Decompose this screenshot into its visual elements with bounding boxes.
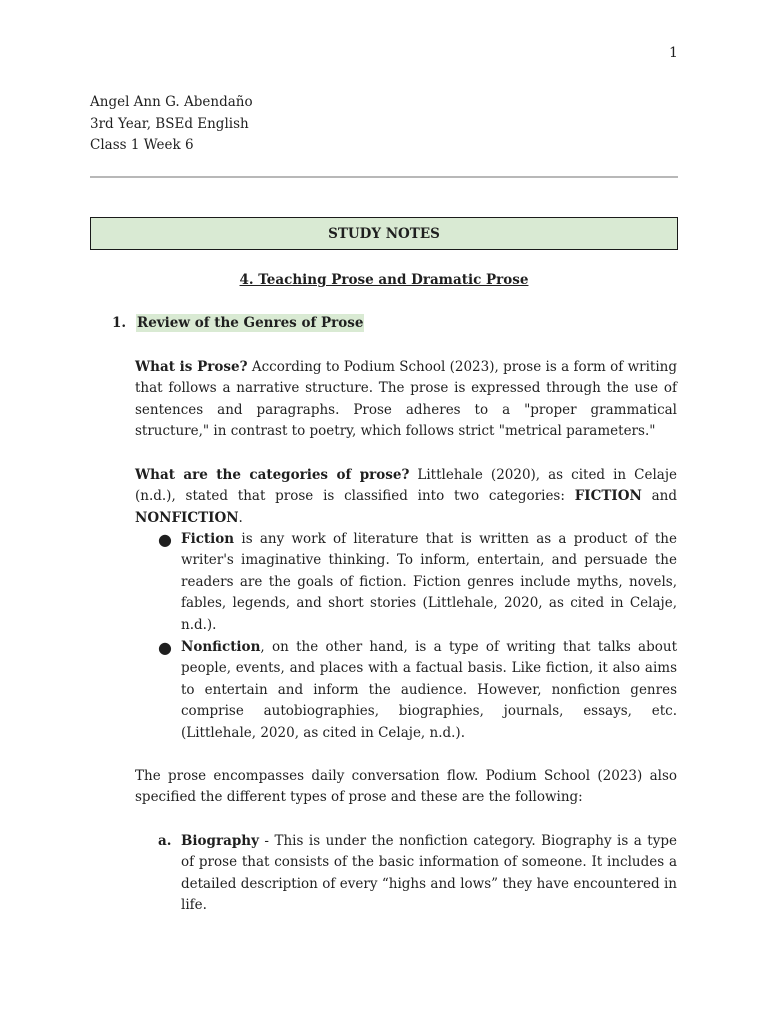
categories-lead: What are the categories of prose? — [135, 467, 410, 483]
study-notes-banner — [90, 217, 678, 250]
author-year-course: 3rd Year, BSEd English — [90, 115, 249, 132]
type-biography-term: Biography — [181, 833, 259, 849]
categories-end: . — [238, 509, 243, 526]
categories-and: and — [641, 488, 677, 505]
bullet-icon: ● — [158, 638, 172, 657]
encompasses-paragraph: The prose encompasses daily conversation flow. Podium School (2023) also specified the different types of prose and these are the following: — [135, 768, 677, 806]
lesson-title: 4. Teaching Prose and Dramatic Prose — [239, 272, 529, 288]
author-block — [90, 92, 253, 157]
category-nonfiction: NONFICTION — [135, 509, 239, 526]
what-is-prose-body: According to Podium School (2023), prose is a form of writing that follows a narrative structure. The prose is expressed through the use of sentences and paragraphs. Prose adheres to a "proper grammatical structure," in contrast to poetry, which follows strict "metrical parameters." — [135, 359, 677, 440]
bullet-icon: ● — [158, 530, 172, 549]
bullet-fiction-term: Fiction — [181, 531, 235, 547]
type-biography — [158, 831, 677, 917]
bullet-nonfiction — [158, 637, 677, 744]
page-number: 1 — [669, 45, 678, 61]
type-letter: a. — [158, 833, 172, 849]
section-number: 1. — [112, 315, 127, 331]
what-is-prose-paragraph — [135, 357, 677, 443]
bullet-fiction-text — [181, 529, 677, 636]
bullet-fiction — [158, 529, 677, 636]
category-fiction: FICTION — [574, 488, 642, 505]
type-biography-text — [181, 831, 677, 917]
bullet-nonfiction-term: Nonfiction — [181, 639, 261, 655]
study-notes-label: STUDY NOTES — [328, 225, 440, 242]
categories-body: Littlehale (2020), as cited in Celaje (n.d.), stated that prose is classified into two categories: — [135, 467, 677, 505]
bullet-fiction-body: is any work of literature that is written as a product of the writer's imaginative thinking. To inform, entertain, and persuade the readers are the goals of fiction. Fiction genres include myths, novels, fables, legends, and short stories (Littlehale, 2020, as cited in Celaje, n.d.). — [181, 531, 677, 633]
horizontal-divider — [90, 176, 678, 178]
bullet-nonfiction-body: , on the other hand, is a type of writing that talks about people, events, and places with a factual basis. Like fiction, it also aims to entertain and inform the audience. However, nonfiction genres comprise autobiographies, biographies, journals, essays, etc. (Littlehale, 2020, as cited in Celaje, n.d.). — [181, 639, 677, 741]
author-name: Angel Ann G. Abendaño — [90, 94, 253, 110]
section-title: Review of the Genres of Prose — [137, 315, 364, 331]
type-biography-body: - This is under the nonfiction category. Biography is a type of prose that consists of the basic information of someone. It includes a detailed description of every “highs and lows” they have encountered in life. — [181, 833, 677, 914]
author-class-week: Class 1 Week 6 — [90, 137, 194, 153]
bullet-nonfiction-text — [181, 637, 677, 744]
categories-paragraph — [135, 465, 677, 529]
what-is-prose-lead: What is Prose? — [135, 359, 248, 375]
section-heading — [112, 315, 364, 331]
